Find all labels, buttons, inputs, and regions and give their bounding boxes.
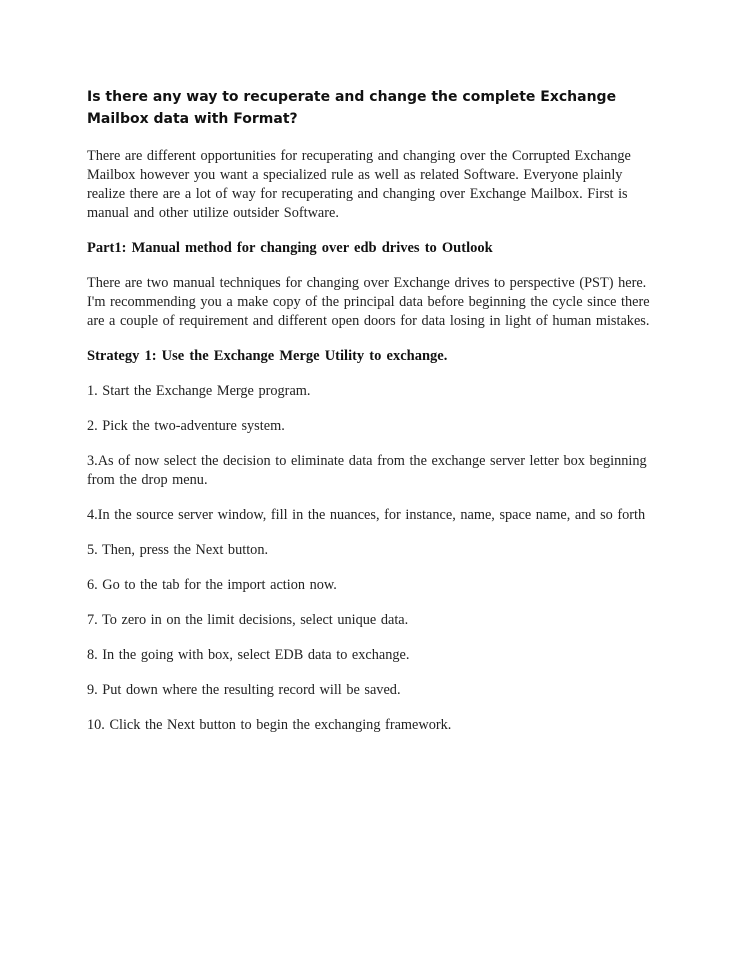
step-item: 7. To zero in on the limit decisions, select unique data. [87,612,409,628]
steps-list [87,382,652,735]
step-item: 6. Go to the tab for the import action now. [87,577,337,593]
step-item: 1. Start the Exchange Merge program. [87,383,311,399]
step-item: 9. Put down where the resulting record will be saved. [87,682,401,698]
document-page [87,86,652,751]
step-item: 2. Pick the two-adventure system. [87,418,285,434]
step-item: 3.As of now select the decision to eliminate data from the exchange server letter box beginning from the drop menu. [87,453,647,488]
intro-paragraph: There are different opportunities for recuperating and changing over the Corrupted Exchange Mailbox however you want a specialized rule as well as related Software. Everyone plainly realize there are a lot of way for recuperating and changing over Exchange Mailbox. First is manual and other utilize outsider Software. [87,148,631,221]
strategy1-heading: Strategy 1: Use the Exchange Merge Utility to exchange. [87,348,448,364]
step-item: 5. Then, press the Next button. [87,542,269,558]
part1-heading: Part1: Manual method for changing over edb drives to Outlook [87,240,493,256]
step-item: 10. Click the Next button to begin the exchanging framework. [87,717,452,733]
step-item: 4.In the source server window, fill in the nuances, for instance, name, space name, and so forth [87,507,646,523]
document-title: Is there any way to recuperate and change the complete Exchange Mailbox data with Format? [87,89,617,127]
step-item: 8. In the going with box, select EDB data to exchange. [87,647,410,663]
part1-paragraph: There are two manual techniques for changing over Exchange drives to perspective (PST) here. I'm recommending you a make copy of the principal data before beginning the cycle since there are a couple of requirement and different open doors for data losing in light of human mistakes. [87,275,650,329]
